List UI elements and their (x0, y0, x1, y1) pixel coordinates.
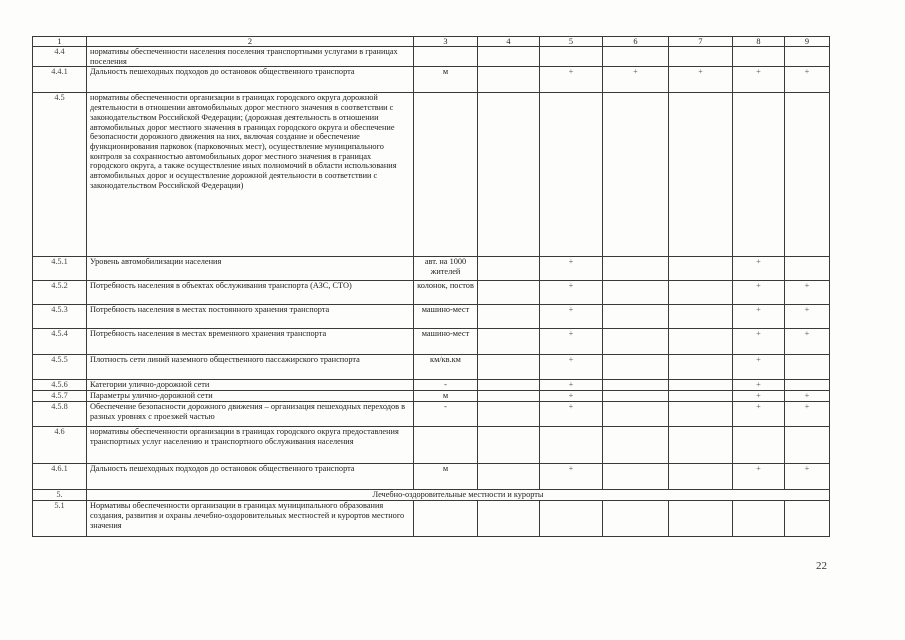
cell-mark: + (785, 402, 830, 427)
row-number: 5.1 (33, 501, 87, 537)
cell-mark: + (540, 380, 603, 391)
cell-mark (669, 464, 733, 490)
cell-empty (478, 501, 540, 537)
row-number: 4.5.8 (33, 402, 87, 427)
cell-mark (478, 93, 540, 257)
section-title: Лечебно-оздоровительные местности и курорты (87, 490, 830, 501)
cell-mark: + (540, 305, 603, 329)
cell-mark (478, 464, 540, 490)
row-unit (414, 427, 478, 464)
row-number: 4.5.4 (33, 329, 87, 355)
table-row (33, 501, 830, 537)
cell-mark: + (540, 355, 603, 380)
column-header: 2 (87, 37, 414, 47)
cell-mark: + (733, 391, 785, 402)
cell-mark (540, 47, 603, 67)
row-unit: машино-мест (414, 305, 478, 329)
row-unit: - (414, 380, 478, 391)
row-unit: км/кв.км (414, 355, 478, 380)
cell-mark (733, 93, 785, 257)
cell-mark (733, 427, 785, 464)
cell-mark (669, 281, 733, 305)
cell-mark (478, 380, 540, 391)
table-header-row (33, 37, 830, 47)
column-header: 3 (414, 37, 478, 47)
cell-mark: + (785, 305, 830, 329)
cell-mark: + (733, 257, 785, 281)
cell-mark (669, 257, 733, 281)
cell-mark (603, 402, 669, 427)
cell-mark (478, 305, 540, 329)
cell-mark (478, 281, 540, 305)
cell-mark (603, 464, 669, 490)
cell-mark (603, 281, 669, 305)
row-text: Потребность населения в местах временного хранения транспорта (87, 329, 414, 355)
cell-mark: + (540, 402, 603, 427)
row-number: 4.4.1 (33, 67, 87, 93)
cell-mark (603, 355, 669, 380)
cell-mark: + (540, 329, 603, 355)
cell-mark (540, 93, 603, 257)
cell-mark (785, 380, 830, 391)
cell-mark (669, 305, 733, 329)
row-text: Плотность сети линий наземного общественного пассажирского транспорта (87, 355, 414, 380)
cell-mark (478, 67, 540, 93)
cell-mark (669, 47, 733, 67)
row-text: Параметры улично-дорожной сети (87, 391, 414, 402)
cell-mark (669, 380, 733, 391)
cell-mark: + (733, 355, 785, 380)
row-number: 4.4 (33, 47, 87, 67)
cell-mark (478, 391, 540, 402)
row-number: 4.5.7 (33, 391, 87, 402)
cell-mark (478, 355, 540, 380)
cell-mark (603, 427, 669, 464)
cell-mark (478, 329, 540, 355)
cell-empty (414, 501, 478, 537)
table-row (33, 464, 830, 490)
cell-mark: + (540, 67, 603, 93)
table-row (33, 380, 830, 391)
row-text: Дальность пешеходных подходов до остановок общественного транспорта (87, 67, 414, 93)
cell-mark: + (733, 402, 785, 427)
row-number: 4.5.2 (33, 281, 87, 305)
cell-mark (669, 402, 733, 427)
section-number: 5. (33, 490, 87, 501)
column-header: 6 (603, 37, 669, 47)
row-number: 4.5.1 (33, 257, 87, 281)
table-row (33, 305, 830, 329)
cell-mark (603, 93, 669, 257)
row-unit: машино-мест (414, 329, 478, 355)
cell-mark: + (540, 464, 603, 490)
cell-mark (669, 93, 733, 257)
row-text: Дальность пешеходных подходов до остановок общественного транспорта (87, 464, 414, 490)
cell-mark (603, 391, 669, 402)
cell-mark (669, 427, 733, 464)
row-text: Потребность населения в объектах обслуживания транспорта (АЗС, СТО) (87, 281, 414, 305)
cell-mark: + (785, 391, 830, 402)
table-row (33, 47, 830, 67)
row-text: Потребность населения в местах постоянного хранения транспорта (87, 305, 414, 329)
cell-mark: + (669, 67, 733, 93)
table-row (33, 355, 830, 380)
row-unit: м (414, 391, 478, 402)
row-unit: колонок, постов (414, 281, 478, 305)
cell-mark: + (733, 281, 785, 305)
column-header: 9 (785, 37, 830, 47)
table-row (33, 93, 830, 257)
cell-mark (785, 355, 830, 380)
cell-mark: + (733, 380, 785, 391)
table-row (33, 329, 830, 355)
row-text: нормативы обеспеченности организации в границах городского округа предоставления транспортных услуг населению и транспортного обслуживания населения (87, 427, 414, 464)
cell-mark: + (733, 329, 785, 355)
row-unit: м (414, 67, 478, 93)
cell-mark: + (540, 281, 603, 305)
cell-mark (669, 329, 733, 355)
table-row (33, 402, 830, 427)
cell-mark (785, 257, 830, 281)
row-text: Уровень автомобилизации населения (87, 257, 414, 281)
column-header: 7 (669, 37, 733, 47)
cell-mark: + (603, 67, 669, 93)
table-row (33, 281, 830, 305)
column-header: 4 (478, 37, 540, 47)
cell-mark (478, 427, 540, 464)
cell-mark: + (785, 281, 830, 305)
row-number: 4.5.3 (33, 305, 87, 329)
cell-mark (669, 391, 733, 402)
row-unit (414, 47, 478, 67)
row-text: Обеспечение безопасности дорожного движения – организация пешеходных переходов в разных уровнях с проезжей частью (87, 402, 414, 427)
cell-empty (603, 501, 669, 537)
cell-mark (603, 305, 669, 329)
cell-mark: + (733, 305, 785, 329)
cell-mark: + (785, 464, 830, 490)
row-text: нормативы обеспеченности организации в границах городского округа дорожной деятельности в отношении автомобильных дорог местного значения в соответствии с законодательством Российской Федерации; (дорожная деятельность в отношении автомобильных дорог местного значения в границах городского округа и обеспечение безопасности дорожного движения на них, включая создание и обеспечение функционирования парковок (парковочных мест), осуществление муниципального контроля за сохранностью автомобильных дорог местного значения в границах городского округа, а также осуществление иных полномочий в области использования автомобильных дорог и осуществление дорожной деятельности в соответствии с законодательством Российской Федерации) (87, 93, 414, 257)
section-row (33, 490, 830, 501)
cell-empty (540, 501, 603, 537)
cell-empty (733, 501, 785, 537)
table-row (33, 427, 830, 464)
table-row (33, 257, 830, 281)
cell-mark: + (785, 67, 830, 93)
table-row (33, 391, 830, 402)
cell-mark (603, 47, 669, 67)
table-row (33, 67, 830, 93)
cell-mark (785, 93, 830, 257)
row-number: 4.5 (33, 93, 87, 257)
page-number: 22 (816, 560, 827, 572)
cell-mark (733, 47, 785, 67)
row-text: Нормативы обеспеченности организации в границах муниципального образования создания, развития и охраны лечебно-оздоровительных местностей и курортов местного значения (87, 501, 414, 537)
cell-mark: + (733, 464, 785, 490)
cell-mark (785, 427, 830, 464)
row-number: 4.6.1 (33, 464, 87, 490)
cell-mark (603, 257, 669, 281)
row-unit: авт. на 1000 жителей (414, 257, 478, 281)
row-text: Категории улично-дорожной сети (87, 380, 414, 391)
cell-mark (478, 257, 540, 281)
cell-mark (478, 402, 540, 427)
cell-mark: + (540, 391, 603, 402)
row-unit: м (414, 464, 478, 490)
row-unit (414, 93, 478, 257)
cell-mark (603, 329, 669, 355)
row-number: 4.5.5 (33, 355, 87, 380)
cell-mark: + (540, 257, 603, 281)
cell-mark (669, 355, 733, 380)
cell-mark: + (733, 67, 785, 93)
cell-mark (478, 47, 540, 67)
norms-table (32, 36, 830, 537)
cell-empty (785, 501, 830, 537)
cell-mark (785, 47, 830, 67)
row-text: нормативы обеспеченности населения поселения транспортными услугами в границах поселения (87, 47, 414, 67)
row-number: 4.5.6 (33, 380, 87, 391)
column-header: 8 (733, 37, 785, 47)
cell-mark: + (785, 329, 830, 355)
cell-mark (540, 427, 603, 464)
row-number: 4.6 (33, 427, 87, 464)
cell-mark (603, 380, 669, 391)
row-unit: - (414, 402, 478, 427)
column-header: 5 (540, 37, 603, 47)
cell-empty (669, 501, 733, 537)
column-header: 1 (33, 37, 87, 47)
